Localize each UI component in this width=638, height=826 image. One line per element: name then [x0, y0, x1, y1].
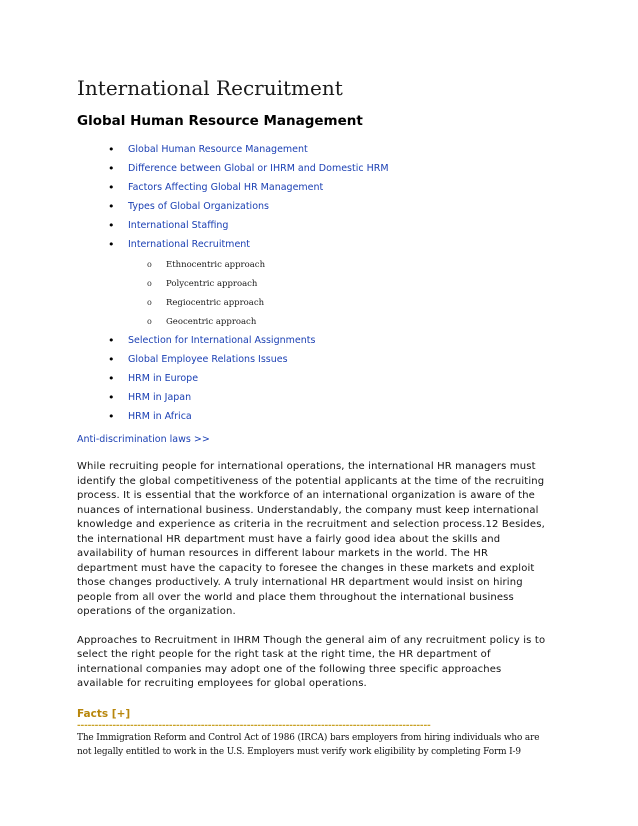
topic-link[interactable]: International Staffing: [128, 220, 229, 231]
body-paragraph-2: Approaches to Recruitment in IHRM Though the general aim of any recruitment policy is to select the right people for the right task at the right time, the HR department of international companies may adopt one of the following three specific approaches available for recruiting employees for global operations.: [77, 634, 546, 689]
facts-paragraph: The Immigration Reform and Control Act of 1986 (IRCA) bars employers from hiring individuals who are not legally entitled to work in the U.S. Employers must verify work eligibility by completing Form I-9: [77, 732, 540, 757]
topic-item[interactable]: [77, 201, 547, 213]
subtopic-item: o Polycentric approach: [128, 278, 547, 290]
subtopic-item: o Geocentric approach: [128, 316, 547, 328]
facts-toggle[interactable]: Facts [+]: [77, 707, 131, 720]
topic-list: [77, 144, 547, 423]
subtopic-list: [128, 259, 547, 328]
topic-link[interactable]: Difference between Global or IHRM and Domestic HRM: [128, 163, 389, 174]
divider-dashes: ----------------------------------------------------------------------------------------------------: [77, 720, 431, 731]
document-page: [77, 76, 547, 760]
body-paragraph-1: While recruiting people for international operations, the international HR managers must identify the global competitiveness of the potential applicants at the time of the recruiting process. It is essential that the workforce of an international organization is aware of the nuances of international business. Understandably, the company must keep international knowledge and experience as criteria in the recruitment and selection process.12 Besides, the international HR department must have a fairly good idea about the skills and availability of human resources in different labour markets in the world. The HR department must have the capacity to foresee the changes in these markets and exploit those changes productively. A truly international HR department would insist on hiring people from all over the world and place them throughout the international business operations of the organization.: [77, 461, 545, 617]
topic-item[interactable]: [77, 354, 547, 366]
topic-item[interactable]: [77, 239, 547, 328]
topic-item[interactable]: [77, 335, 547, 347]
subtopic-item: o Regiocentric approach: [128, 297, 547, 309]
topic-item[interactable]: [77, 392, 547, 404]
topic-link[interactable]: Types of Global Organizations: [128, 201, 269, 212]
topic-item[interactable]: [77, 373, 547, 385]
page-title: International Recruitment: [77, 76, 343, 100]
topic-link[interactable]: Global Human Resource Management: [128, 144, 308, 155]
topic-link[interactable]: HRM in Africa: [128, 411, 192, 422]
topic-item[interactable]: [77, 163, 547, 175]
anti-discrimination-link[interactable]: Anti-discrimination laws >>: [77, 434, 210, 445]
topic-link[interactable]: Global Employee Relations Issues: [128, 354, 288, 365]
topic-link[interactable]: HRM in Japan: [128, 392, 192, 403]
topic-item[interactable]: [77, 182, 547, 194]
topic-item[interactable]: [77, 144, 547, 156]
topic-item[interactable]: [77, 220, 547, 232]
topic-link[interactable]: Selection for International Assignments: [128, 335, 316, 346]
topic-link[interactable]: International Recruitment: [128, 239, 251, 250]
topic-item[interactable]: [77, 411, 547, 423]
topic-link[interactable]: HRM in Europe: [128, 373, 199, 384]
subtopic-item: o Ethnocentric approach: [128, 259, 547, 271]
page-subtitle: Global Human Resource Management: [77, 113, 363, 129]
topic-link[interactable]: Factors Affecting Global HR Management: [128, 182, 324, 193]
